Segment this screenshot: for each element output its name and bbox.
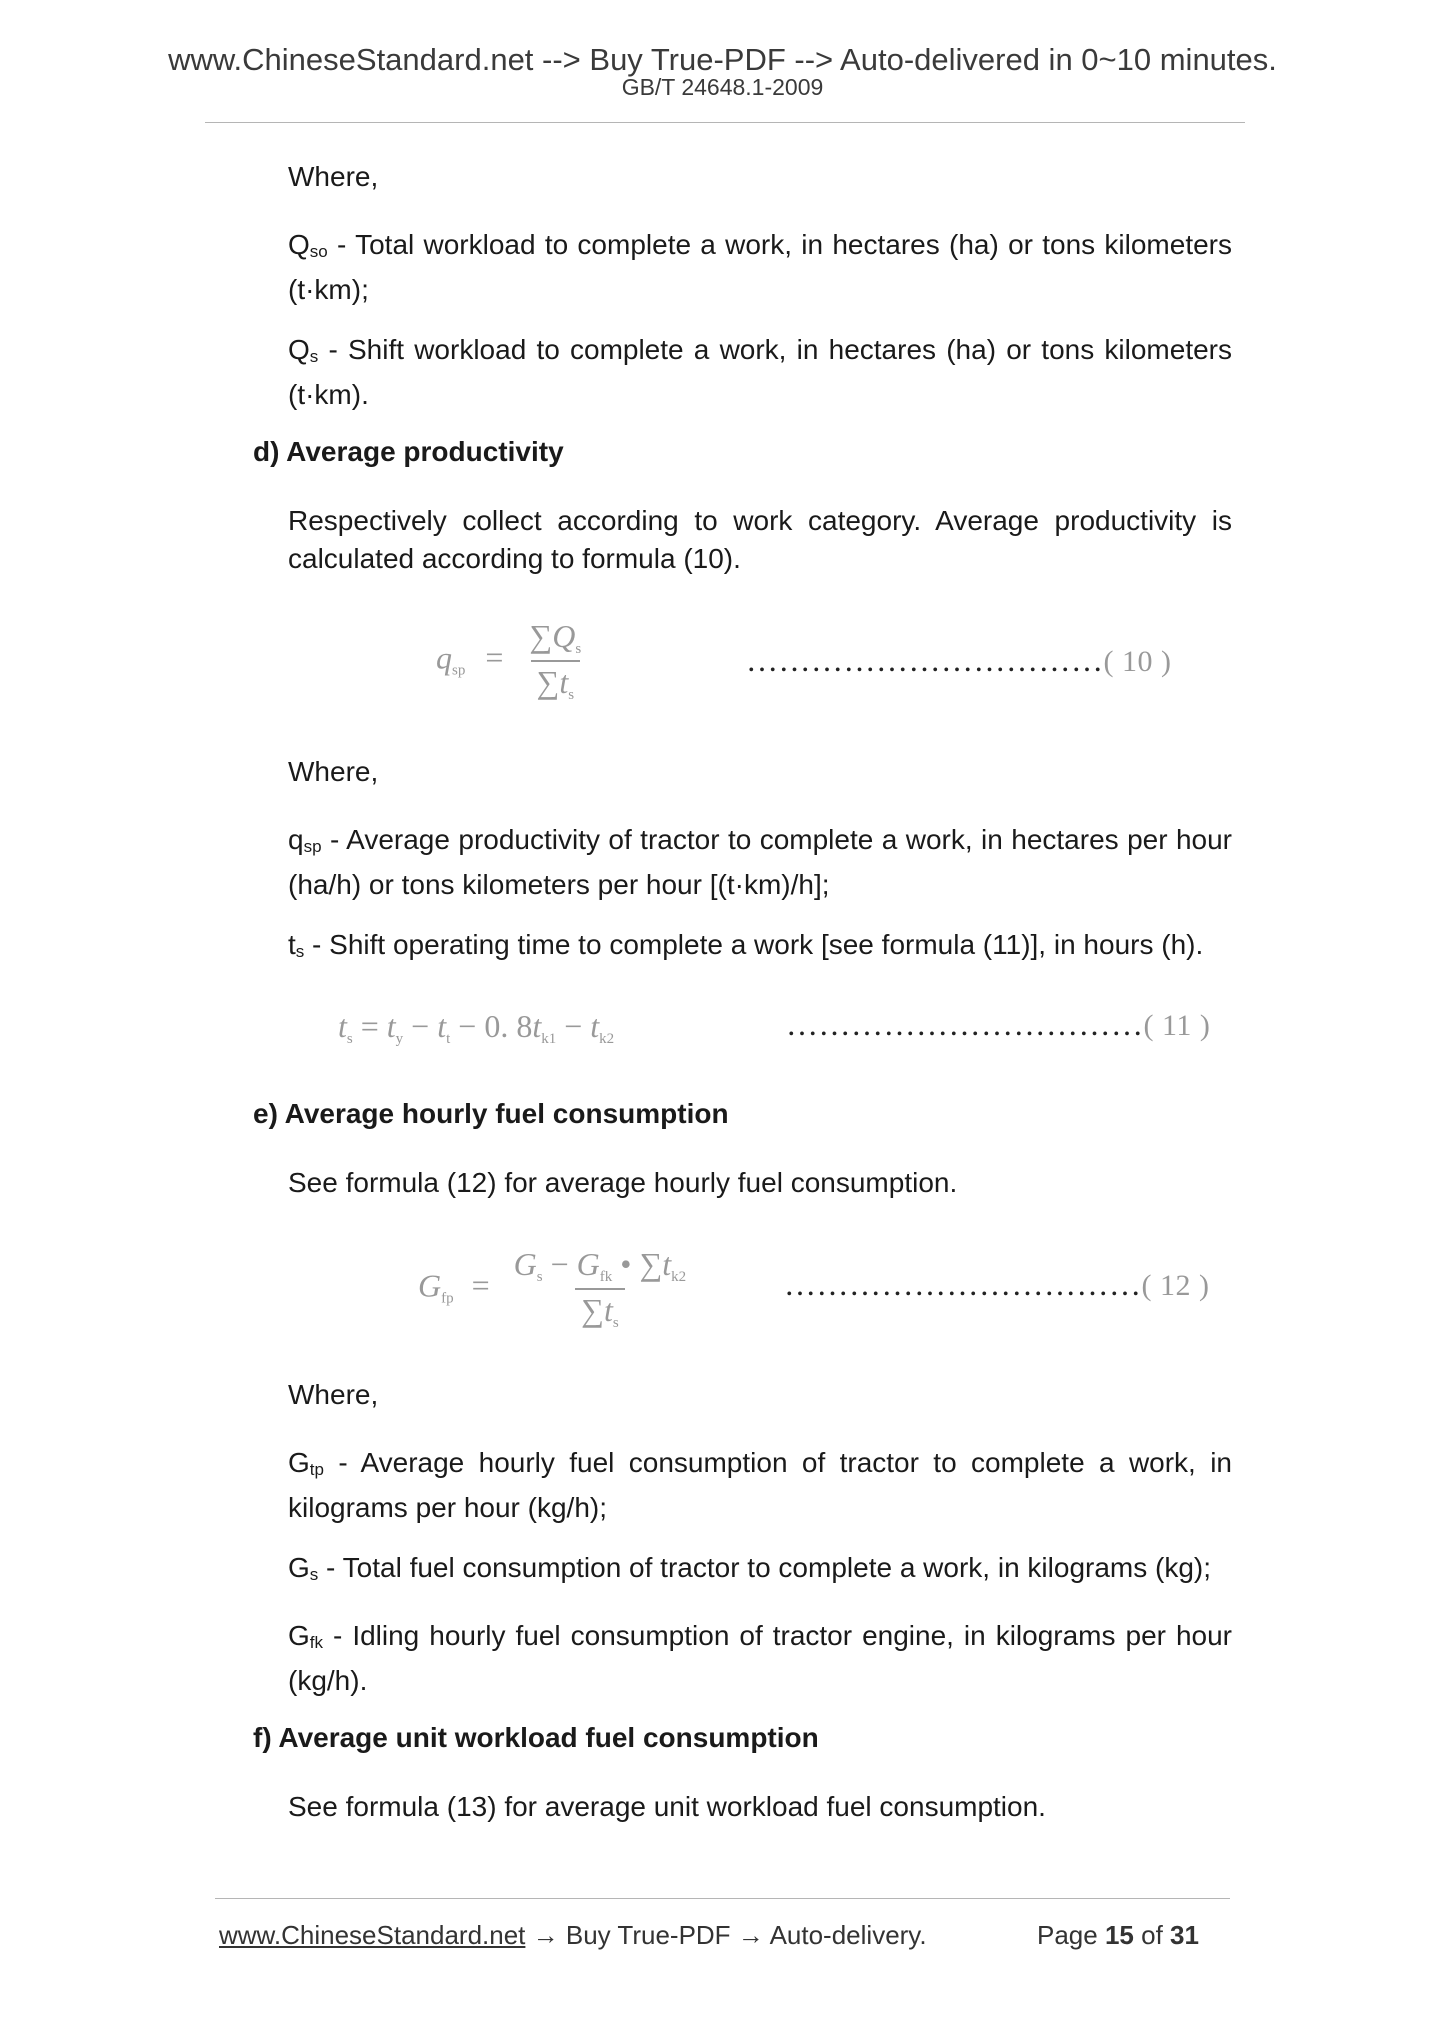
page-current: 15: [1104, 1920, 1134, 1950]
formula-10-leader: ……………………………( 10 ): [746, 642, 1172, 678]
header-divider: [205, 122, 1245, 123]
paragraph-d: Respectively collect according to work category. Average productivity is calculated according to formula (10).: [288, 505, 1232, 574]
formula-12-leader: ……………………………( 12 ): [784, 1266, 1210, 1302]
footer-link[interactable]: www.ChineseStandard.net: [219, 1920, 526, 1950]
definition-qso: $Q_{so}$ - Total workload to complete a work, in hectares (ha) or tons kilometers (t·km);: [288, 229, 1232, 305]
standard-number: GB/T 24648.1-2009: [621, 74, 824, 100]
definition-gfk: $G_{fk}$ - Idling hourly fuel consumption of tractor engine, in kilograms per hour (kg/h).: [288, 1620, 1232, 1696]
formula-11-leader: ……………………………( 11 ): [786, 1006, 1211, 1042]
page-indicator: Page 15 of 31: [1037, 1920, 1199, 1950]
definition-gs: $G_s$ - Total fuel consumption of tractor to complete a work, in kilograms (kg);: [288, 1552, 1212, 1584]
paragraph-e: See formula (12) for average hourly fuel consumption.: [288, 1167, 958, 1198]
where-label-2: Where,: [288, 756, 379, 787]
symbol-gfk: G: [288, 1620, 310, 1651]
page-total: 31: [1170, 1920, 1199, 1950]
where-label-1: Where,: [288, 161, 379, 192]
formula-10-number: ( 10 ): [1103, 645, 1172, 678]
paragraph-f: See formula (13) for average unit workload fuel consumption.: [288, 1791, 1046, 1822]
header-banner: www.ChineseStandard.net --> Buy True-PDF --> Auto-delivered in 0~10 minutes.: [168, 42, 1277, 77]
formula-11: ts = ty − tt − 0. 8tk1 − tk2: [338, 1008, 615, 1047]
footer-divider: [215, 1898, 1230, 1899]
symbol-qso: Q: [288, 229, 310, 260]
symbol-qsp: q: [288, 824, 304, 855]
heading-d: d) Average productivity: [253, 436, 564, 467]
footer-text: www.ChineseStandard.net → Buy True-PDF → Auto-delivery.: [219, 1920, 927, 1950]
symbol-gs: G: [288, 1552, 310, 1583]
symbol-qs: Q: [288, 334, 310, 365]
where-label-3: Where,: [288, 1379, 379, 1410]
heading-e: e) Average hourly fuel consumption: [253, 1098, 729, 1129]
definition-ts: $t_s$ - Shift operating time to complete a work [see formula (11)], in hours (h).: [288, 929, 1204, 961]
formula-12: Gfp = $\frac{\text{Gs − Gfk • ∑tk2}}{\sum ts}$: [418, 1246, 687, 1331]
definition-qsp: $q_{sp}$ - Average productivity of tractor to complete a work, in hectares per hour (ha/h) or tons kilometers per hour [(t·km)/h];: [288, 824, 1232, 900]
symbol-gtp: G: [288, 1447, 310, 1478]
definition-gtp: $G_{tp}$ - Average hourly fuel consumption of tractor to complete a work, in kilograms per hour (kg/h);: [288, 1447, 1232, 1523]
definition-qs: $Q_s$ - Shift workload to complete a work, in hectares (ha) or tons kilometers (t·km).: [288, 334, 1232, 410]
formula-11-number: ( 11 ): [1143, 1009, 1211, 1042]
heading-f: f) Average unit workload fuel consumption: [253, 1722, 819, 1753]
symbol-ts: t: [288, 929, 296, 960]
formula-12-number: ( 12 ): [1141, 1269, 1210, 1302]
formula-10: qsp = $\frac{\sum Qs}{\sum ts}$: [436, 618, 582, 703]
